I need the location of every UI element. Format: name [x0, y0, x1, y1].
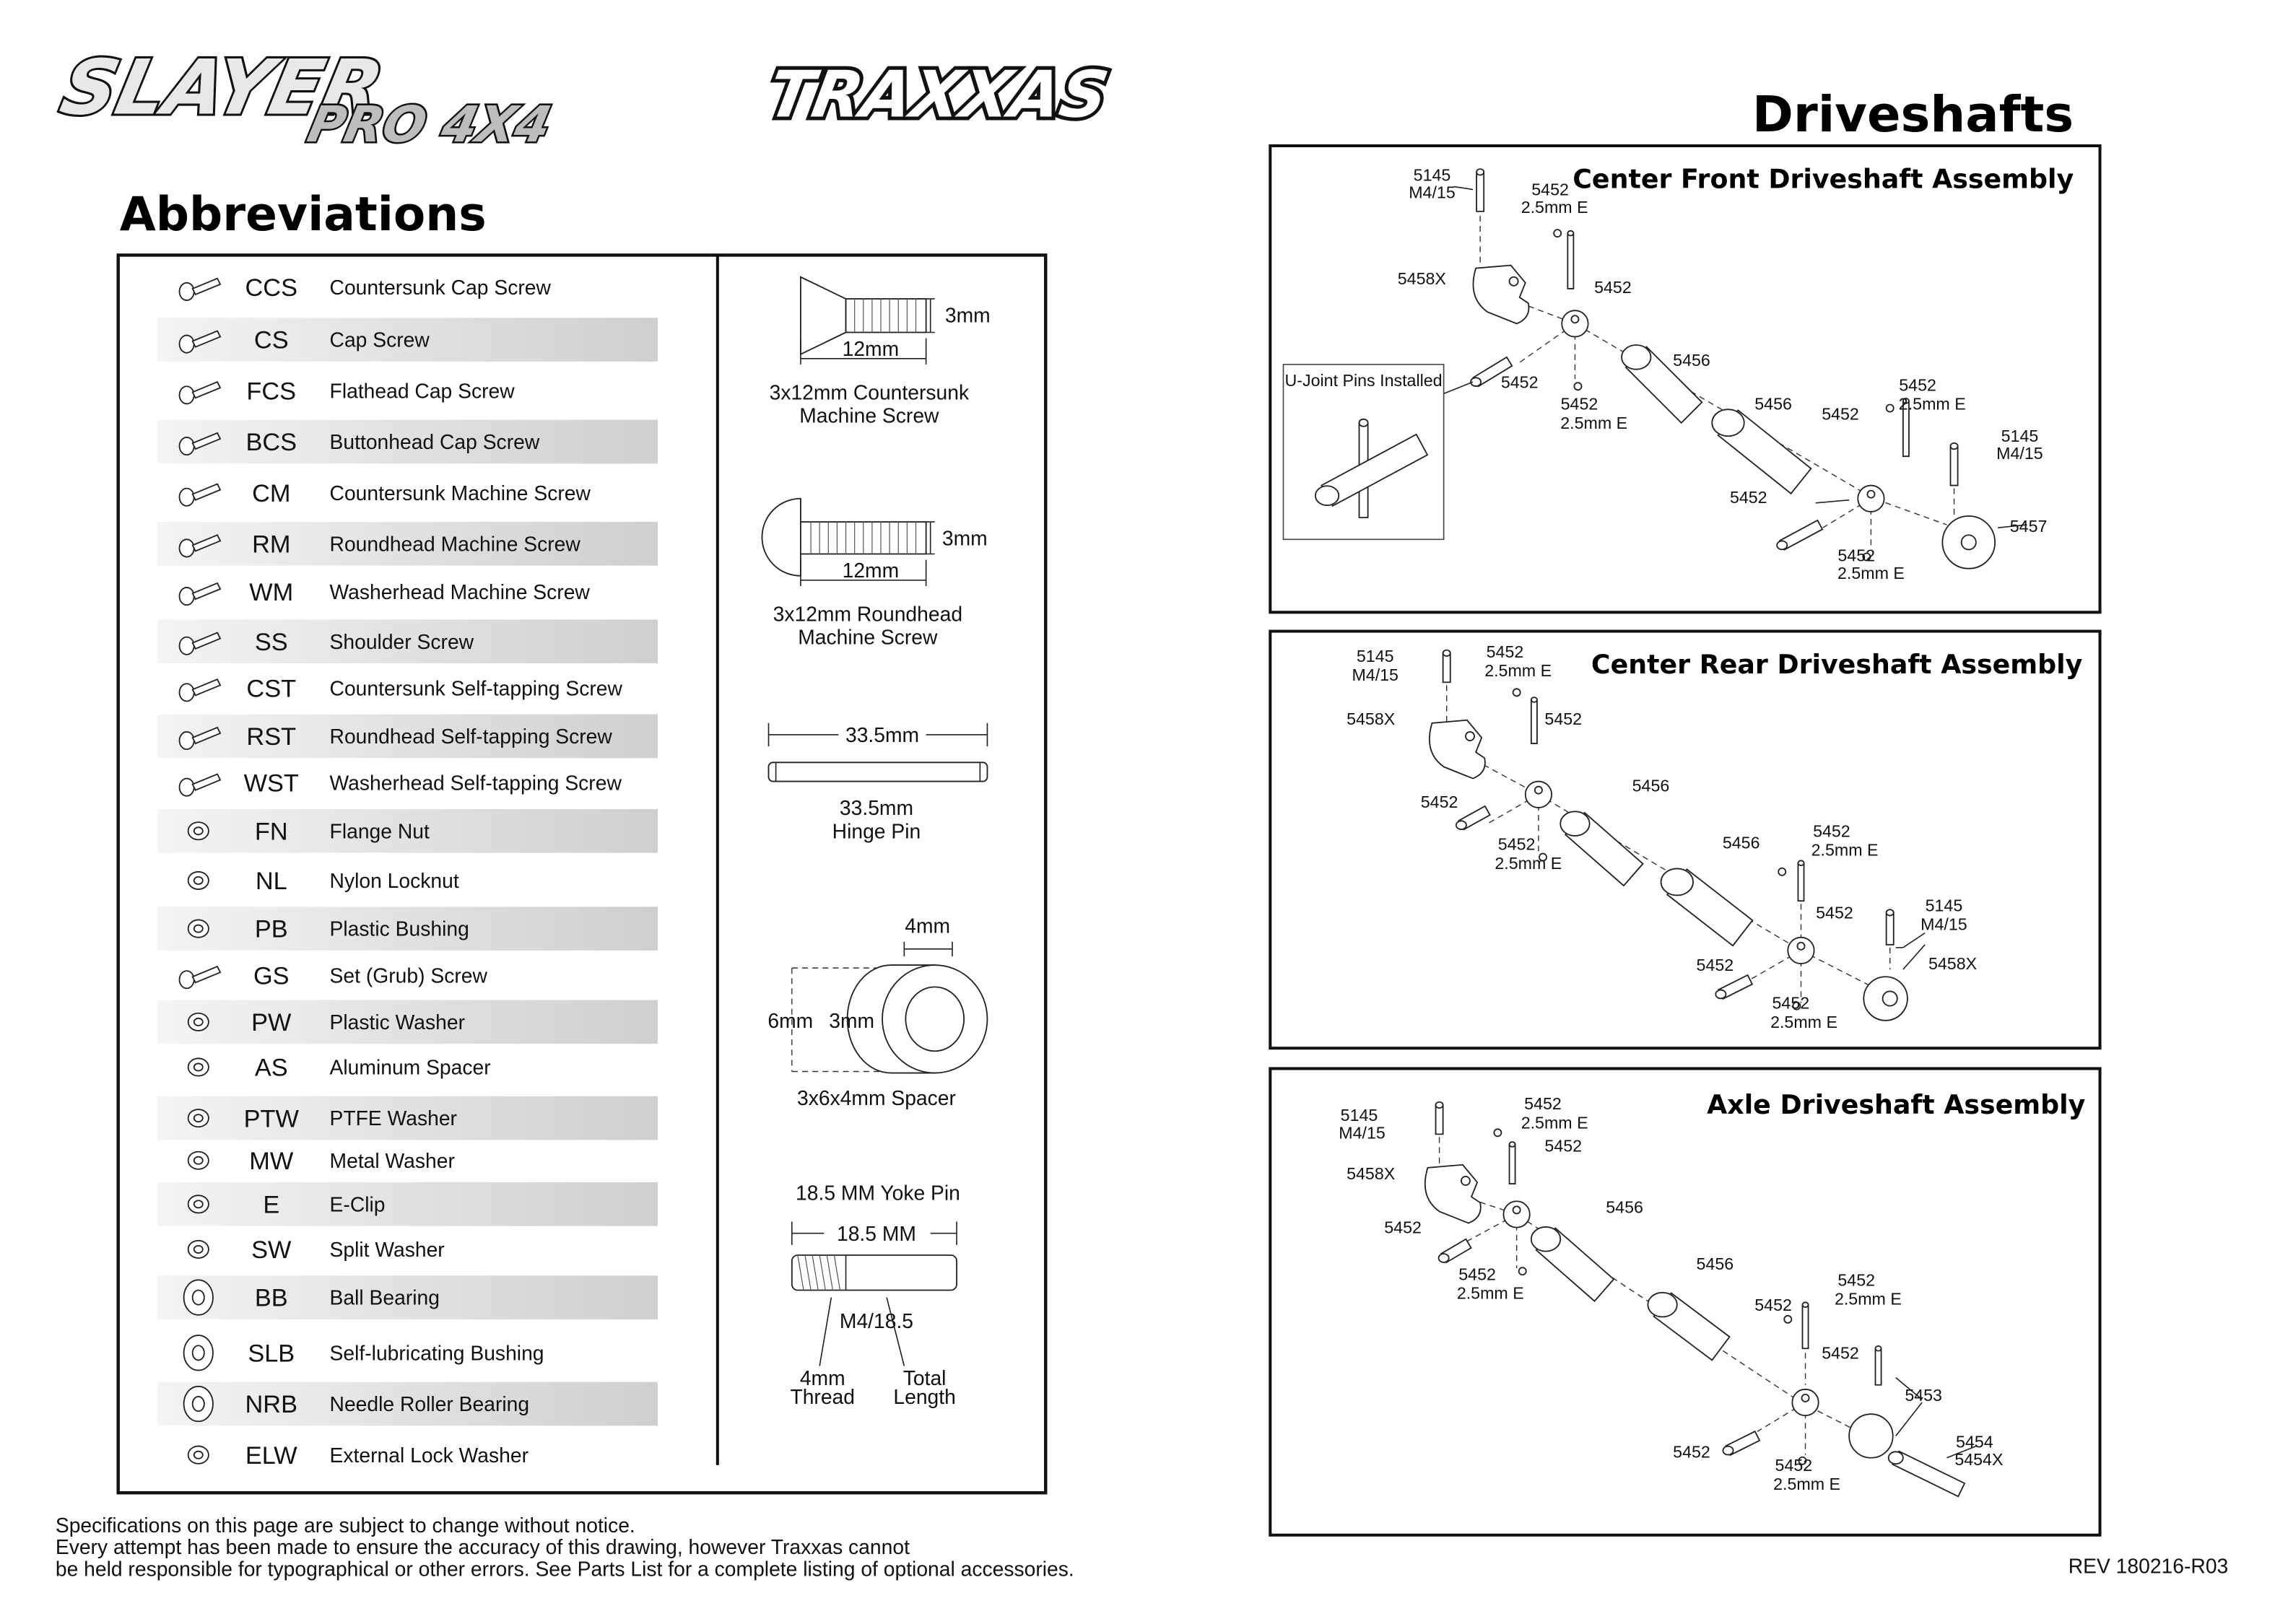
pin-5452-end — [1510, 1142, 1515, 1147]
abbreviation-code: BCS — [245, 429, 297, 457]
abbreviation-description: Needle Roller Bearing — [329, 1392, 530, 1416]
part-number-label: 5452 — [1497, 834, 1536, 854]
abbreviation-description: Countersunk Cap Screw — [329, 275, 551, 299]
cross-hole — [1797, 943, 1804, 950]
disclaimer-text: be held responsible for typographical or other errors. See Parts List for a complete listing of optional accessories. — [55, 1557, 1074, 1581]
example-caption: Machine Screw — [799, 403, 939, 427]
u-joint-cross — [1788, 938, 1814, 964]
abbreviation-row — [157, 619, 658, 663]
part-number-label: 5452 — [1813, 821, 1850, 841]
part-number-label: 5452 — [1384, 1218, 1422, 1237]
abbreviation-code: RM — [252, 531, 291, 559]
abbreviation-row — [188, 1236, 445, 1264]
abbreviation-row — [180, 377, 516, 405]
pin-5452-end — [1531, 697, 1537, 702]
abbreviation-code: PB — [254, 915, 288, 943]
example-caption: 3x12mm Countersunk — [769, 380, 970, 404]
dimension-diameter: 3mm — [944, 303, 991, 327]
example-caption: 3x12mm Roundhead — [773, 602, 963, 626]
screw-5145 — [1887, 912, 1894, 944]
part-number-label: 5453 — [1905, 1385, 1942, 1405]
part-number-label: 2.5mm E — [1773, 1475, 1841, 1494]
abbreviation-code: FCS — [246, 377, 297, 406]
abbreviation-description: Roundhead Self-tapping Screw — [329, 725, 612, 748]
yoke-hole — [1510, 277, 1518, 286]
abbreviation-row — [157, 1182, 658, 1226]
self-tapping-screw-icon — [180, 679, 221, 701]
part-number-label: 5452 — [1500, 372, 1539, 392]
bushing-icon — [184, 1335, 213, 1370]
abbreviation-row — [157, 809, 658, 853]
spline-shaft-5456-end — [1648, 1293, 1676, 1317]
slayer-pro-logo — [53, 44, 556, 154]
bushing-icon — [188, 920, 209, 937]
abbreviation-description: Cap Screw — [329, 328, 430, 352]
part-number-label: 5458X — [1928, 954, 1978, 974]
abbreviation-description: Plastic Bushing — [329, 917, 469, 940]
locknut-icon — [188, 872, 209, 889]
abbreviation-code: ELW — [245, 1441, 297, 1470]
countersunk-screw-example — [770, 277, 991, 427]
u-joint-cross — [1526, 782, 1552, 808]
part-number-label: 5456 — [1754, 394, 1792, 414]
part-number-label: 5452 — [1458, 1265, 1496, 1284]
abbreviation-row — [188, 1442, 528, 1470]
pin-5452 — [1803, 1305, 1809, 1349]
thread-label: Thread — [790, 1385, 856, 1409]
part-number-label: 5452 — [1772, 993, 1810, 1013]
abbreviation-description: Shoulder Screw — [329, 629, 474, 653]
pin-5452 — [1798, 863, 1804, 902]
abbreviation-description: External Lock Washer — [329, 1443, 529, 1467]
set-screw-icon — [180, 966, 221, 988]
cross-hole — [1801, 1394, 1809, 1402]
example-caption: 33.5mm — [839, 796, 914, 820]
screw-5145 — [1951, 446, 1958, 486]
abbreviation-code: CM — [252, 479, 291, 507]
abbreviation-code: GS — [253, 962, 290, 990]
washer-icon — [188, 1013, 209, 1031]
pin-5452-end — [1803, 1302, 1809, 1307]
pin-5452-end — [1715, 990, 1726, 999]
pin-code: M4/18.5 — [839, 1309, 914, 1332]
part-number-label: 5145 — [1340, 1106, 1378, 1125]
screw-5145-end — [1436, 1102, 1443, 1108]
pin-5452-end — [1439, 1254, 1449, 1262]
leader-line — [1896, 1402, 1922, 1436]
example-caption: 3x6x4mm Spacer — [796, 1086, 956, 1109]
dimension-length: 12mm — [842, 336, 900, 360]
abbreviation-code: AS — [254, 1054, 288, 1082]
part-number-label: 5452 — [1524, 1094, 1562, 1114]
abbreviation-code: CST — [246, 675, 297, 703]
screw-5145 — [1476, 172, 1484, 211]
abbreviation-description: Ball Bearing — [329, 1285, 440, 1309]
part-number-label: 5452 — [1544, 709, 1583, 728]
center-front-driveshaft-assembly — [1270, 146, 2100, 612]
part-number-label: 5452 — [1420, 792, 1458, 811]
abbreviation-code: SS — [254, 628, 288, 656]
abbreviation-row — [157, 1096, 658, 1140]
u-joint-cross — [1858, 486, 1884, 512]
disclaimer-text: Specifications on this page are subject to change without notice. — [55, 1513, 635, 1537]
part-number-label: 2.5mm E — [1770, 1012, 1837, 1031]
abbreviation-row — [157, 1000, 658, 1044]
part-number-label: 2.5mm E — [1495, 853, 1562, 873]
part-number-label: 5456 — [1696, 1254, 1734, 1274]
inset-title: U-Joint Pins Installed — [1284, 371, 1443, 390]
e-clip — [1784, 1316, 1791, 1323]
abbreviation-description: Metal Washer — [329, 1148, 455, 1172]
screw-5145-end — [1887, 909, 1894, 915]
abbreviation-description: Plastic Washer — [329, 1010, 466, 1034]
pin-5452-end — [1798, 860, 1804, 865]
part-number-label: 5452 — [1673, 1442, 1710, 1462]
part-number-label: 2.5mm E — [1811, 840, 1879, 860]
page-title: Driveshafts — [1752, 85, 2074, 144]
part-number-label: 5458X — [1347, 1164, 1396, 1183]
e-clip — [1574, 383, 1581, 390]
part-number-label: 5452 — [1822, 1343, 1859, 1363]
lock-washer-icon — [188, 1446, 209, 1464]
part-number-label: 5454X — [1954, 1449, 2004, 1469]
abbreviation-row — [180, 962, 488, 990]
abbreviation-description: Washerhead Machine Screw — [329, 580, 590, 604]
abbreviation-code: PTW — [243, 1105, 299, 1133]
part-number-label: 5452 — [1486, 642, 1524, 661]
tube-5456-end — [1712, 409, 1744, 436]
assembly-title: Center Rear Driveshaft Assembly — [1591, 649, 2083, 681]
dimension-outer: 6mm — [767, 1008, 814, 1032]
pin-5452-end — [1723, 1446, 1733, 1455]
screw-5145 — [1436, 1105, 1443, 1134]
screw-5145-end — [1443, 650, 1450, 656]
abbreviation-code: MW — [249, 1147, 294, 1175]
abbreviation-row — [180, 579, 591, 606]
yoke — [1430, 720, 1485, 779]
part-number-label: 5452 — [1754, 1295, 1792, 1314]
abbreviation-row — [188, 868, 459, 895]
leader-line — [1444, 382, 1473, 393]
washer-icon — [188, 1109, 209, 1127]
abbreviation-code: WM — [249, 579, 294, 607]
pin-5453 — [1875, 1348, 1881, 1384]
abbreviation-description: Self-lubricating Bushing — [329, 1341, 544, 1365]
pin-5452 — [1531, 699, 1537, 743]
abbreviation-code: WST — [243, 769, 299, 798]
assembly-parts — [1339, 1094, 2003, 1496]
abbreviation-row — [180, 480, 591, 507]
part-number-label: 5452 — [1822, 404, 1859, 424]
part-number-label: 2.5mm E — [1484, 661, 1552, 681]
abbreviation-row — [157, 318, 658, 362]
inset-pin-end — [1360, 419, 1368, 427]
abbreviation-description: Set (Grub) Screw — [329, 964, 487, 987]
traxxas-logo: TRAXXAS — [762, 58, 1114, 133]
yoke-shaft-5456-end — [1531, 1227, 1560, 1252]
abbreviation-row — [184, 1335, 544, 1370]
screw-5145 — [1443, 653, 1450, 682]
e-clip — [1494, 1129, 1501, 1136]
washerhead-screw-icon — [180, 583, 221, 605]
part-number-label: 5452 — [1837, 1270, 1876, 1290]
abbreviation-description: Washerhead Self-tapping Screw — [329, 771, 622, 795]
e-clip — [1778, 868, 1785, 876]
part-number-label: 5452 — [1560, 394, 1598, 414]
abbreviation-row — [157, 522, 658, 566]
assembly-title: Axle Driveshaft Assembly — [1707, 1089, 2086, 1121]
row-shading — [157, 1182, 658, 1226]
axle-driveshaft-assembly — [1270, 1068, 2100, 1534]
self-tapping-screw-icon — [180, 774, 221, 795]
abbreviation-list — [157, 274, 658, 1470]
abbreviation-description: E-Clip — [329, 1192, 386, 1216]
abbreviation-description: PTFE Washer — [329, 1106, 457, 1130]
total-length-label: Total — [902, 1366, 947, 1389]
yoke — [1473, 266, 1528, 324]
pin-5452 — [1510, 1145, 1515, 1184]
part-number-label: 2.5mm E — [1456, 1283, 1524, 1303]
e-clip — [1554, 230, 1561, 237]
washer-icon — [188, 1152, 209, 1169]
cross-hole — [1513, 1206, 1521, 1213]
part-number-label: 2.5mm E — [1560, 413, 1628, 432]
assembly-title: Center Front Driveshaft Assembly — [1573, 163, 2074, 195]
part-number-label: M4/15 — [1339, 1123, 1386, 1143]
part-number-label: 2.5mm E — [1898, 394, 1966, 414]
abbreviation-description: Split Washer — [329, 1238, 445, 1262]
spacer-icon — [188, 1058, 209, 1075]
yoke — [1425, 1165, 1481, 1223]
yoke-pin-title: 18.5 MM Yoke Pin — [796, 1181, 960, 1205]
pin-5452-end — [1456, 821, 1466, 829]
leader-line — [1903, 933, 1925, 948]
abbreviation-description: Aluminum Spacer — [329, 1055, 491, 1079]
hinge-pin-example — [769, 723, 988, 843]
yoke-hole — [1466, 732, 1474, 741]
part-number-label: 5452 — [1594, 277, 1632, 297]
part-number-label: 5456 — [1673, 350, 1710, 370]
abbreviation-description: Flange Nut — [329, 819, 430, 843]
part-number-label: 5452 — [1544, 1136, 1583, 1156]
u-joint-cross — [1792, 1389, 1818, 1415]
yoke-hole — [1461, 1176, 1470, 1185]
abbreviation-row — [157, 715, 658, 759]
part-number-label: 5452 — [1696, 956, 1734, 975]
abbreviation-row — [180, 770, 622, 798]
part-number-label: 5456 — [1606, 1197, 1643, 1217]
roundhead-screw-example — [762, 499, 987, 649]
cross-hole — [1867, 491, 1874, 498]
part-number-label: 5452 — [1531, 180, 1569, 199]
spacer-example — [767, 914, 987, 1109]
ball-bearing-icon — [184, 1280, 213, 1314]
leader-line — [1816, 500, 1849, 503]
screw-5145-end — [1951, 443, 1958, 449]
part-number-label: 5454 — [1956, 1432, 1993, 1451]
abbreviation-code: NL — [255, 868, 287, 896]
abbreviation-code: SLB — [248, 1340, 295, 1368]
cross-hole — [1571, 315, 1578, 323]
countersunk-screw-icon — [180, 279, 221, 300]
stub-axle-5454-end — [1889, 1451, 1903, 1464]
abbreviation-row — [157, 907, 658, 951]
abbreviation-code: RST — [246, 723, 297, 751]
part-number-label: 5452 — [1729, 487, 1767, 507]
abbreviation-description: Nylon Locknut — [329, 869, 459, 893]
u-joint-cross — [1562, 310, 1588, 336]
part-number-label: 5457 — [2009, 517, 2048, 536]
pin-5452 — [1567, 233, 1573, 289]
yoke-pin-example — [790, 1181, 960, 1408]
part-number-label: 2.5mm E — [1834, 1289, 1902, 1309]
part-number-label: 5145 — [1925, 896, 1963, 915]
part-number-label: 5458X — [1397, 269, 1446, 288]
abbreviations-title: Abbreviations — [119, 188, 487, 243]
part-number-label: 2.5mm E — [1521, 197, 1588, 217]
split-washer-icon — [188, 1241, 209, 1258]
abbreviation-code: NRB — [245, 1391, 298, 1419]
part-number-label: 5145 — [2001, 426, 2039, 445]
inset-pin-end — [1315, 486, 1339, 505]
abbreviation-row — [180, 274, 552, 302]
e-clip — [1513, 689, 1521, 696]
abbreviation-row — [157, 1382, 658, 1426]
total-length-label: Length — [893, 1385, 956, 1409]
abbreviation-code: E — [263, 1191, 280, 1219]
dimension-inner: 3mm — [829, 1008, 875, 1032]
abbreviation-description: Countersunk Self-tapping Screw — [329, 676, 622, 700]
pin-5452-end — [1777, 541, 1787, 549]
abbreviation-description: Flathead Cap Screw — [329, 379, 515, 403]
abbreviation-code: CS — [253, 326, 289, 354]
tube-5456-end — [1661, 868, 1693, 895]
spline-shaft-5456-end — [1560, 811, 1589, 836]
flathead-screw-icon — [180, 382, 221, 403]
part-number-label: M4/15 — [1409, 183, 1456, 202]
disclaimer-text: Every attempt has been made to ensure the accuracy of this drawing, however Traxxas cannot — [55, 1535, 910, 1559]
part-number-label: M4/15 — [1352, 665, 1399, 685]
abbreviation-code: SW — [251, 1236, 292, 1265]
part-number-label: 5452 — [1816, 903, 1853, 922]
product-logo-line2: PRO 4X4 — [303, 96, 557, 154]
yoke-hole — [1962, 535, 1976, 549]
assembly-parts — [1347, 642, 1977, 1031]
abbreviation-description: Countersunk Machine Screw — [329, 481, 591, 505]
part-number-label: 5452 — [1899, 375, 1936, 395]
yoke-hole — [1883, 991, 1897, 1005]
countersunk-machine-screw-icon — [180, 484, 221, 506]
part-number-label: 2.5mm E — [1521, 1113, 1588, 1132]
abbreviation-code: PW — [251, 1008, 292, 1036]
abbreviation-row — [157, 1275, 658, 1319]
part-number-label: 5145 — [1413, 165, 1451, 185]
dimension-length: 12mm — [842, 558, 900, 582]
leader-line — [1903, 945, 1925, 969]
e-clip-icon — [188, 1195, 209, 1213]
cross-hole — [1535, 787, 1542, 794]
revision-number: REV 180216-R03 — [2068, 1554, 2229, 1578]
part-number-label: 5456 — [1632, 776, 1670, 795]
screw-5145-end — [1476, 169, 1484, 175]
abbreviation-description: Buttonhead Cap Screw — [329, 430, 540, 454]
example-caption: Hinge Pin — [832, 819, 921, 843]
e-clip — [1887, 404, 1894, 411]
yoke — [1849, 1414, 1893, 1458]
flange-nut-icon — [188, 822, 209, 839]
part-number-label: M4/15 — [1996, 444, 2043, 463]
part-number-label: 5452 — [1837, 546, 1876, 565]
part-number-label: 2.5mm E — [1837, 563, 1905, 582]
abbreviation-row — [157, 420, 658, 464]
dimension-length: 18.5 MM — [836, 1221, 916, 1245]
abbreviation-row — [188, 1055, 491, 1082]
thread-label: 4mm — [799, 1366, 845, 1389]
dimension-length: 33.5mm — [845, 723, 920, 747]
part-number-label: 5458X — [1347, 709, 1396, 728]
e-clip — [1519, 1267, 1526, 1275]
abbreviation-row — [180, 675, 623, 702]
abbreviation-code: BB — [254, 1284, 288, 1312]
u-joint-cross — [1503, 1201, 1529, 1227]
pin-5452-end — [1567, 231, 1573, 236]
part-number-label: 5456 — [1722, 833, 1760, 852]
product-logo-line1: SLAYER — [53, 43, 391, 133]
leader-line — [1454, 187, 1473, 190]
example-caption: Machine Screw — [798, 625, 938, 649]
abbreviation-description: Roundhead Machine Screw — [329, 532, 580, 556]
abbreviation-code: FN — [254, 818, 288, 846]
needle-bearing-icon — [184, 1387, 213, 1421]
spline-shaft-5456-end — [1622, 345, 1650, 370]
abbreviation-row — [188, 1148, 455, 1175]
part-number-label: M4/15 — [1921, 914, 1967, 934]
part-number-label: 5452 — [1775, 1455, 1813, 1475]
part-number-label: 5145 — [1356, 646, 1394, 665]
dimension-diameter: 3mm — [941, 526, 988, 550]
dimension-length: 4mm — [905, 914, 951, 938]
pin-5453-end — [1875, 1346, 1881, 1351]
abbreviation-code: CCS — [245, 274, 298, 302]
center-rear-driveshaft-assembly — [1270, 632, 2100, 1049]
